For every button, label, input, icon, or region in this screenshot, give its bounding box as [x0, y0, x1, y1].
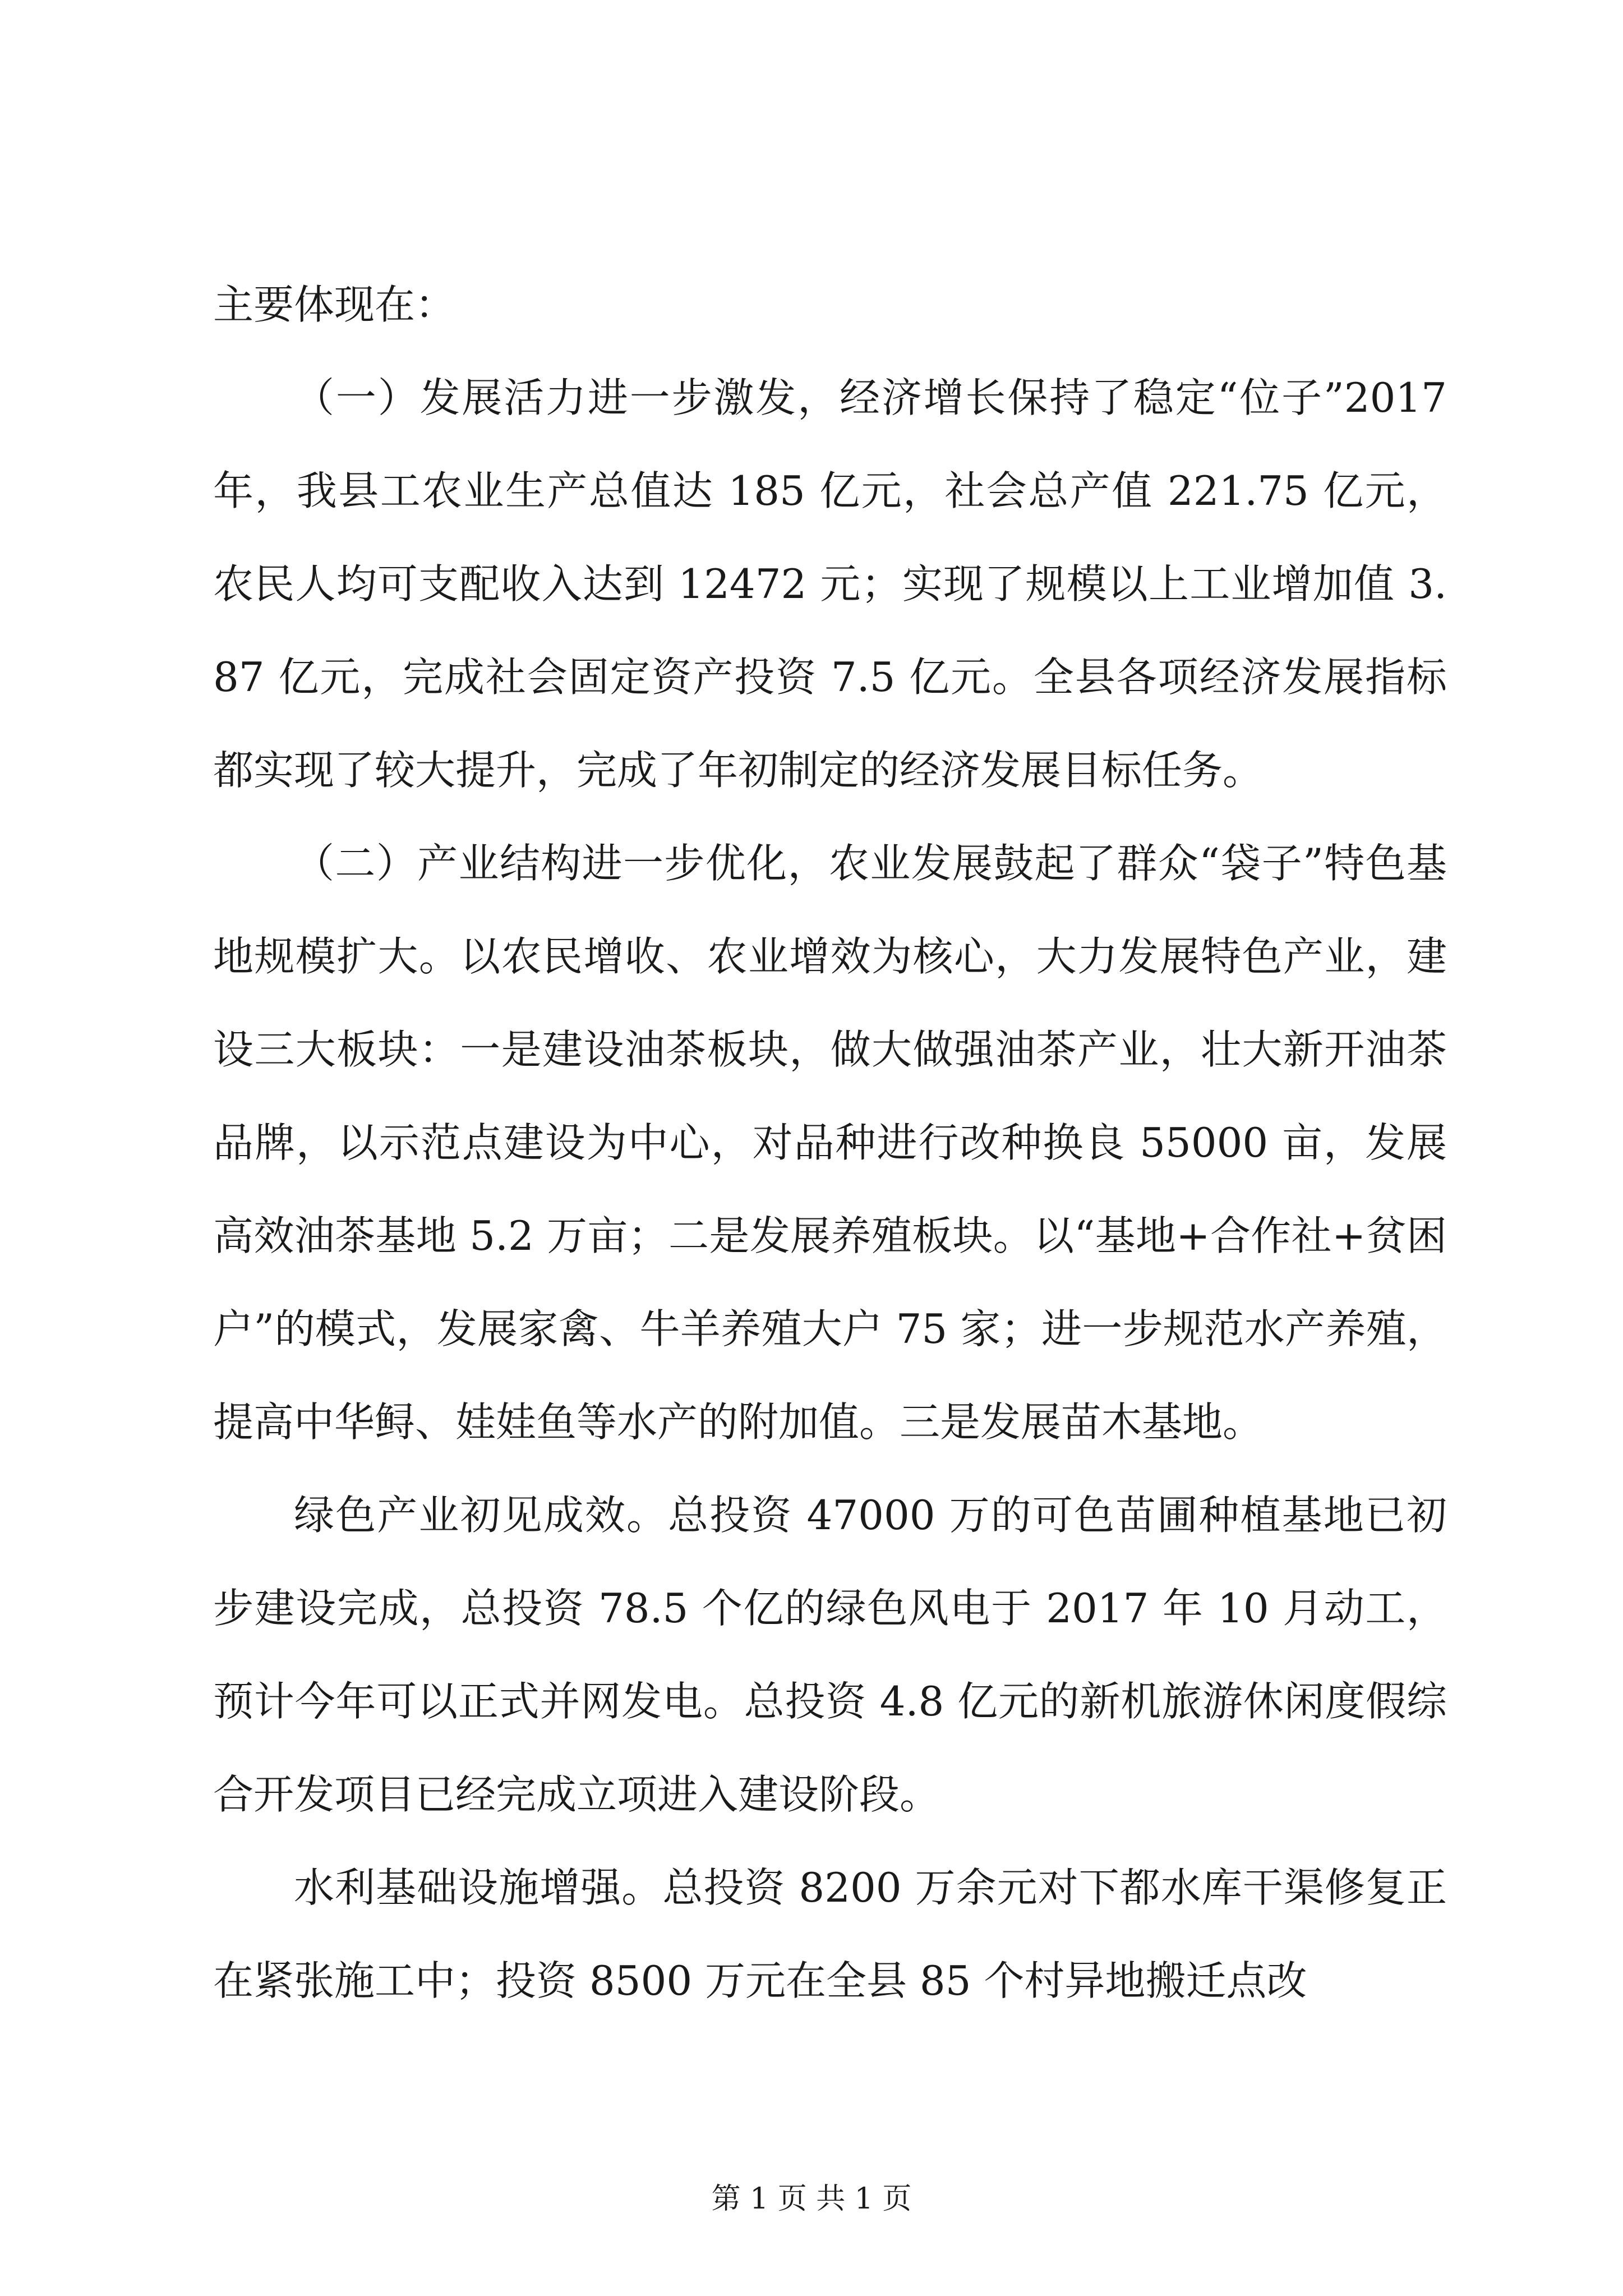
document-body: [213, 258, 1447, 2027]
page-footer: 第 1 页 共 1 页: [711, 2182, 912, 2216]
paragraph-intro: 主要体现在：: [213, 281, 456, 328]
paragraph-section-one: （一）发展活力进一步激发，经济增长保持了稳定“位子”2017 年，我县工农业生产总值达 185 亿元，社会总产值 221.75 亿元，农民人均可支配收入达到 12472 元；实现了规模以上工业增加值 3.87 亿元，完成社会固定资产投资 7.5 亿元。全县各项经济发展指标都实现了较大提升，完成了年初制定的经济发展目标任务。: [213, 374, 1447, 794]
paragraph-section-two: （二）产业结构进一步优化，农业发展鼓起了群众“袋子”特色基地规模扩大。以农民增收、农业增效为核心，大力发展特色产业，建设三大板块：一是建设油茶板块，做大做强油茶产业，壮大新开油茶品牌，以示范点建设为中心，对品种进行改种换良 55000 亩，发展高效油茶基地 5.2 万亩；二是发展养殖板块。以“基地+合作社+贫困户”的模式，发展家禽、牛羊养殖大户 75 家；进一步规范水产养殖，提高中华鲟、娃娃鱼等水产的附加值。三是发展苗木基地。: [213, 840, 1447, 1446]
paragraph-green-industry: 绿色产业初见成效。总投资 47000 万的可色苗圃种植基地已初步建设完成，总投资 78.5 个亿的绿色风电于 2017 年 10 月动工，预计今年可以正式并网发电。总投资 4.8 亿元的新机旅游休闲度假综合开发项目已经完成立项进入建设阶段。: [213, 1492, 1447, 1818]
paragraph-water-infrastructure: 水利基础设施增强。总投资 8200 万余元对下都水库干渠修复正在紧张施工中；投资 8500 万元在全县 85 个村异地搬迁点改: [213, 1864, 1447, 2004]
